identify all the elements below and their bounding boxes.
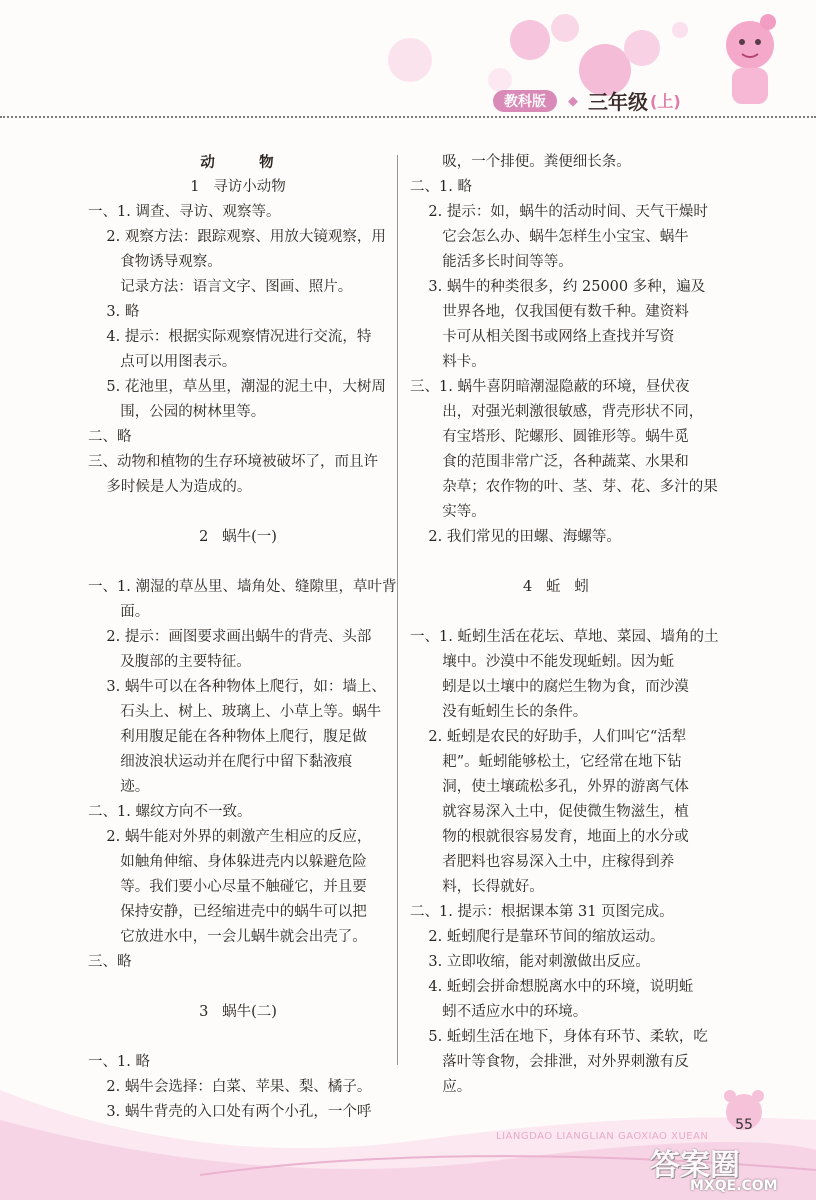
answer-line: 食物诱导观察。 [88,254,222,270]
answer-line: 点可以用图表示。 [88,354,237,370]
answer-line: 二、略 [88,429,132,445]
answer-line: 细波浪状运动并在爬行中留下黏液痕 [88,754,353,770]
answer-line: 3. 蜗牛可以在各种物体上爬行，如：墙上、 [88,679,386,695]
answer-line: 料，长得就好。 [410,879,544,895]
answer-line: 2. 蜗牛会选择：白菜、苹果、梨、橘子。 [88,1079,372,1095]
answer-line: 它会怎么办、蜗牛怎样生小宝宝、蜗牛 [410,229,689,245]
answer-line: 者肥料也容易深入土中，庄稼得到养 [410,854,675,870]
answer-line: 蚓不适应水中的环境。 [410,1004,588,1020]
answer-line: 二、1. 螺纹方向不一致。 [88,804,252,820]
term-label: (上) [650,91,681,111]
answer-line: 3. 蜗牛的种类很多，约 25000 多种，遍及 [410,279,706,295]
answer-line: 实等。 [410,504,486,520]
answer-line: 就容易深入土中，促使微生物滋生，植 [410,804,689,820]
grade-label: 三年级 [588,89,648,114]
answer-line: 2. 蚯蚓爬行是靠环节间的缩放运动。 [410,929,665,945]
answer-line: 壤中。沙漠中不能发现蚯蚓。因为蚯 [410,654,675,670]
doll-mascot-icon [726,14,776,104]
answer-line: 应。 [410,1079,472,1095]
answer-line: 2. 蜗牛能对外界的刺激产生相应的反应， [88,829,372,845]
answer-line: 记录方法：语言文字、图画、照片。 [88,279,353,295]
answer-line: 耙”。蚯蚓能够松土，它经常在地下钻 [410,754,682,770]
answer-line: 三、1. 蜗牛喜阴暗潮湿隐蔽的环境，昼伏夜 [410,379,690,395]
answer-line [410,550,702,575]
answer-line: 食的范围非常广泛，各种蔬菜、水果和 [410,454,689,470]
edition-badge: 教科版 [493,90,557,112]
answer-line: 能活多长时间等等。 [410,254,573,270]
right-column [410,150,719,1100]
section-heading: 动 物 [200,154,276,171]
answer-line: 围，公园的树林里等。 [88,404,266,420]
answer-line: 二、1. 提示：根据课本第 31 页图完成。 [410,904,674,920]
answer-line: 2. 我们常见的田螺、海螺等。 [410,529,621,545]
answer-line [410,600,702,625]
answer-line: 3. 立即收缩，能对刺激做出反应。 [410,954,650,970]
answer-line: 迹。 [88,779,150,795]
answer-line: 物的根就很容易发育，地面上的水分或 [410,829,689,845]
answer-line: 5. 蚯蚓生活在地下，身体有环节、柔软，吃 [410,1029,708,1045]
answer-line: 3. 蜗牛背壳的入口处有两个小孔，一个呼 [88,1104,372,1120]
answer-line: 它放进水中，一会儿蜗牛就会出壳了。 [88,929,367,945]
diamond-icon: ◆ [568,94,578,109]
answer-line: 没有蚯蚓生长的条件。 [410,704,588,720]
answer-line: 4. 蚯蚓会拼命想脱离水中的环境，说明蚯 [410,979,694,995]
answer-line: 卡可从相关图书或网络上查找并写资 [410,329,675,345]
answer-line: 落叶等食物，会排泄，对外界刺激有反 [410,1054,689,1070]
answer-line: 蚓是以土壤中的腐烂生物为食，而沙漠 [410,679,689,695]
answer-line: 三、略 [88,954,132,970]
answer-line: 2. 提示：画图要求画出蜗牛的背壳、头部 [88,629,372,645]
answer-line [88,550,388,575]
answer-line: 有宝塔形、陀螺形、圆锥形等。蜗牛觅 [410,429,689,445]
answer-line: 4. 提示：根据实际观察情况进行交流，特 [88,329,372,345]
watermark-logo: 答案圈 [650,1148,740,1183]
answer-line: 料卡。 [410,354,486,370]
answer-line: 杂草；农作物的叶、茎、芽、花、多汁的果 [410,479,718,495]
answer-line: 洞，使土壤疏松多孔，外界的游离气体 [410,779,689,795]
section-heading: 1 寻访小动物 [190,179,286,195]
answer-line: 如触角伸缩、身体躲进壳内以躲避危险 [88,854,367,870]
section-heading: 2 蜗牛(一) [199,529,277,545]
section-heading: 4 蚯 蚓 [523,579,589,595]
watermark-url: MXQE.COM [690,1178,778,1194]
answer-line: 一、1. 蚯蚓生活在花坛、草地、菜园、墙角的土 [410,629,719,645]
answer-line: 出，对强光刺激很敏感，背壳形状不同， [410,404,704,420]
answer-line: 等。我们要小心尽量不触碰它，并且要 [88,879,367,895]
answer-line [88,500,388,525]
answer-line: 利用腹足能在各种物体上爬行，腹足做 [88,729,367,745]
answer-line: 多时候是人为造成的。 [88,479,252,495]
answer-line: 石头上、树上、玻璃上、小草上等。蜗牛 [88,704,382,720]
section-heading: 3 蜗牛(二) [199,1004,277,1020]
grade-title [588,86,681,114]
answer-line: 吸，一个排便。粪便细长条。 [410,154,631,170]
answer-line: 世界各地，仅我国便有数千种。建资料 [410,304,689,320]
answer-line [88,1025,388,1050]
answer-line: 面。 [88,604,150,620]
answer-line: 3. 略 [88,304,140,320]
series-pinyin: LIANGDAO LIANGLIAN GAOXIAO XUEAN [496,1131,709,1142]
answer-line: 2. 提示：如，蜗牛的活动时间、天气干燥时 [410,204,708,220]
answer-line [88,975,388,1000]
answer-line: 二、1. 略 [410,179,472,195]
answer-line: 一、1. 调查、寻访、观察等。 [88,204,281,220]
answer-line: 及腹部的主要特征。 [88,654,251,670]
left-column [88,150,397,1125]
answer-line: 保持安静，已经缩进壳中的蜗牛可以把 [88,904,367,920]
answer-line: 2. 蚯蚓是农民的好助手，人们叫它“活犁 [410,729,687,745]
answer-line: 5. 花池里，草丛里，潮湿的泥土中，大树周 [88,379,386,395]
answer-line: 一、1. 潮湿的草丛里、墙角处、缝隙里，草叶背 [88,579,397,595]
answer-line: 一、1. 略 [88,1054,150,1070]
page-number: 55 [735,1117,753,1133]
answer-line: 三、动物和植物的生存环境被破坏了，而且许 [88,454,378,470]
answer-line: 2. 观察方法：跟踪观察、用放大镜观察，用 [88,229,386,245]
header-divider [0,116,816,118]
column-divider [397,155,398,1065]
